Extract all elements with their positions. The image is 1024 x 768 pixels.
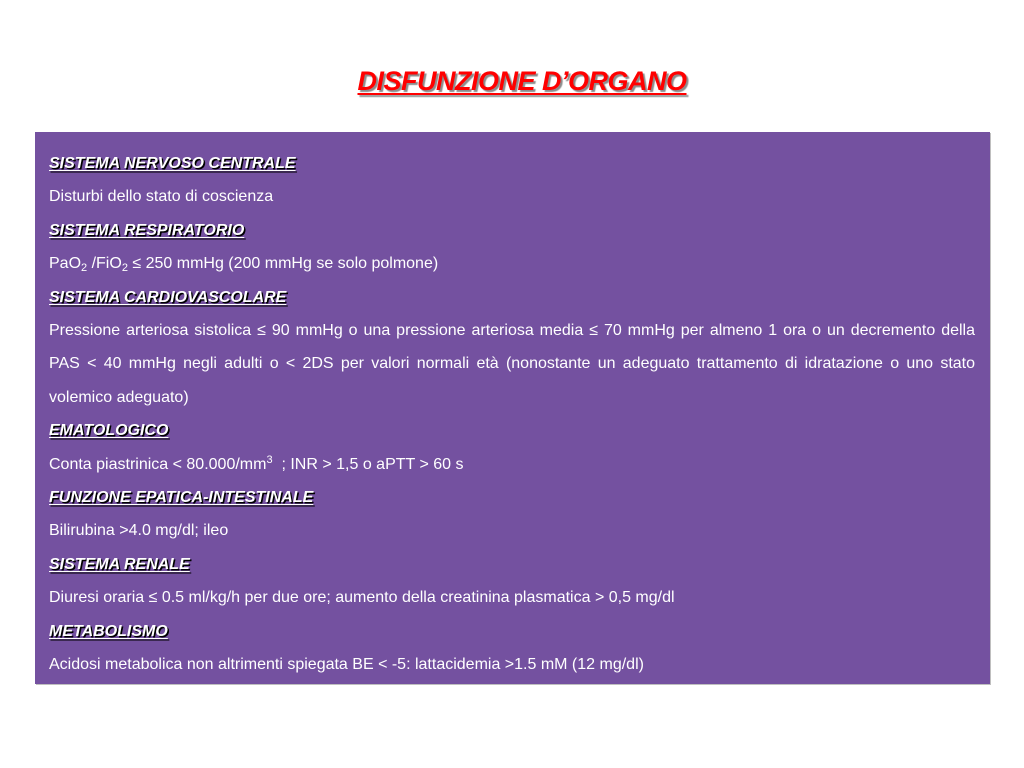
pao-subscript: 2 <box>81 262 88 275</box>
platelet-count: Conta piastrinica < 80.000/mm <box>49 455 267 473</box>
section-heading-cardiovascolare: SISTEMA CARDIOVASCOLARE <box>49 288 287 306</box>
section-body-ematologico <box>49 448 975 481</box>
section-body-renale: Diuresi oraria ≤ 0.5 ml/kg/h per due ore; aumento della creatinina plasmatica > 0,5 mg/dl <box>49 589 675 607</box>
mm-superscript: 3 <box>266 453 273 466</box>
section-body-respiratorio <box>49 247 975 280</box>
section-heading-epatica: FUNZIONE EPATICA-INTESTINALE <box>49 488 314 506</box>
respiratory-threshold: ≤ 250 mmHg (200 mmHg se solo polmone) <box>127 255 439 273</box>
section-body-cardiovascolare: Pressione arteriosa sistolica ≤ 90 mmHg o una pressione arteriosa media ≤ 70 mmHg per almeno 1 ora o un decremento della PAS < 40 mmHg negli adulti o < 2DS per valori normali età (nonostante un adeguato trattamento di idratazione o uno stato volemico adeguato) <box>49 321 975 406</box>
fio-subscript: 2 <box>121 262 128 275</box>
section-body-epatica: Bilirubina >4.0 mg/dl; ileo <box>49 522 229 540</box>
section-body-snc: Disturbi dello stato di coscienza <box>49 188 274 206</box>
slide-title: DISFUNZIONE D’ORGANO <box>357 66 687 96</box>
coagulation-values: ; INR > 1,5 o aPTT > 60 s <box>272 455 464 473</box>
section-heading-respiratorio: SISTEMA RESPIRATORIO <box>49 221 245 239</box>
fio-label: /FiO <box>87 255 122 273</box>
criteria-panel <box>35 132 990 684</box>
section-heading-renale: SISTEMA RENALE <box>49 555 190 573</box>
section-heading-metabolismo: METABOLISMO <box>49 622 168 640</box>
criteria-list <box>49 147 975 681</box>
section-heading-ematologico: EMATOLOGICO <box>49 422 169 440</box>
section-body-metabolismo: Acidosi metabolica non altrimenti spiegata BE < -5: lattacidemia >1.5 mM (12 mg/dl) <box>49 655 644 673</box>
pao-label: PaO <box>49 255 82 273</box>
section-heading-snc: SISTEMA NERVOSO CENTRALE <box>49 155 296 172</box>
